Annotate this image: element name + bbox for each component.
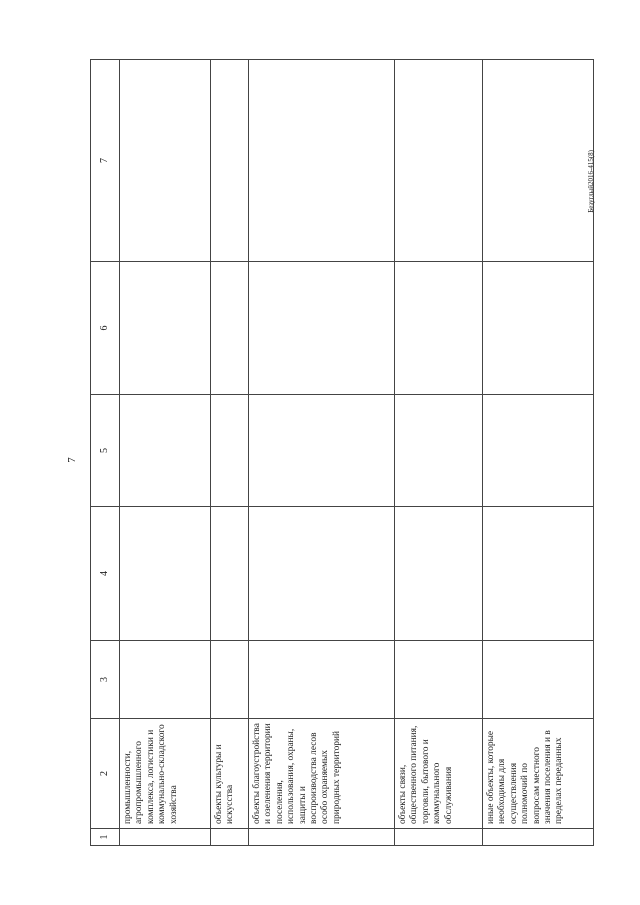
table-cell bbox=[249, 395, 395, 507]
column-header-3: 3 bbox=[91, 641, 120, 719]
table-row bbox=[483, 60, 594, 846]
table-cell bbox=[483, 395, 594, 507]
table-cell bbox=[120, 60, 211, 262]
table-cell: иные объекты, которые необходимы для осуществления полномочий по вопросам местного значения поселения и в пределах переданных bbox=[483, 719, 594, 829]
table-cell bbox=[249, 829, 395, 846]
column-header-4: 4 bbox=[91, 507, 120, 641]
table-cell bbox=[120, 507, 211, 641]
column-header-1: 1 bbox=[91, 829, 120, 846]
table-cell bbox=[211, 262, 249, 395]
table-cell bbox=[211, 60, 249, 262]
table-cell bbox=[395, 60, 483, 262]
table-cell: объекты благоустройства и озеленения территории поселения, использования, охраны, защиты и воспроизводства лесов особо охраняемых природных территорий bbox=[249, 719, 395, 829]
page-number: 7 bbox=[66, 457, 78, 463]
table-cell bbox=[120, 829, 211, 846]
table-cell bbox=[483, 641, 594, 719]
table-cell bbox=[211, 641, 249, 719]
header-row bbox=[91, 60, 120, 846]
table-cell bbox=[120, 395, 211, 507]
table-row bbox=[211, 60, 249, 846]
table-cell bbox=[483, 507, 594, 641]
table-cell bbox=[395, 507, 483, 641]
table-cell bbox=[211, 507, 249, 641]
table-cell: объекты культуры и искусства bbox=[211, 719, 249, 829]
table-cell: промышленности, агропромышленного комплекса, логистики и коммунально-складского хозяйства bbox=[120, 719, 211, 829]
table-cell bbox=[249, 262, 395, 395]
table-row bbox=[120, 60, 211, 846]
table-cell bbox=[483, 262, 594, 395]
table-cell bbox=[483, 829, 594, 846]
table-cell bbox=[395, 395, 483, 507]
table-row bbox=[249, 60, 395, 846]
table-cell bbox=[120, 641, 211, 719]
column-header-7: 7 bbox=[91, 60, 120, 262]
column-header-6: 6 bbox=[91, 262, 120, 395]
table-cell bbox=[483, 60, 594, 262]
column-header-2: 2 bbox=[91, 719, 120, 829]
table-cell bbox=[211, 395, 249, 507]
table-cell bbox=[211, 829, 249, 846]
table-cell bbox=[395, 641, 483, 719]
data-table bbox=[90, 59, 594, 846]
table-cell bbox=[249, 60, 395, 262]
table-cell bbox=[120, 262, 211, 395]
data-table-frame bbox=[90, 60, 586, 846]
column-header-5: 5 bbox=[91, 395, 120, 507]
table-cell: объекты связи, общественного питания, торговли, бытового и коммунального обслуживания bbox=[395, 719, 483, 829]
table-cell bbox=[249, 507, 395, 641]
table-cell bbox=[249, 641, 395, 719]
table-row bbox=[395, 60, 483, 846]
table-cell bbox=[395, 262, 483, 395]
table-cell bbox=[395, 829, 483, 846]
footer-document-id: Безуглый2016-415(8) bbox=[587, 150, 595, 213]
